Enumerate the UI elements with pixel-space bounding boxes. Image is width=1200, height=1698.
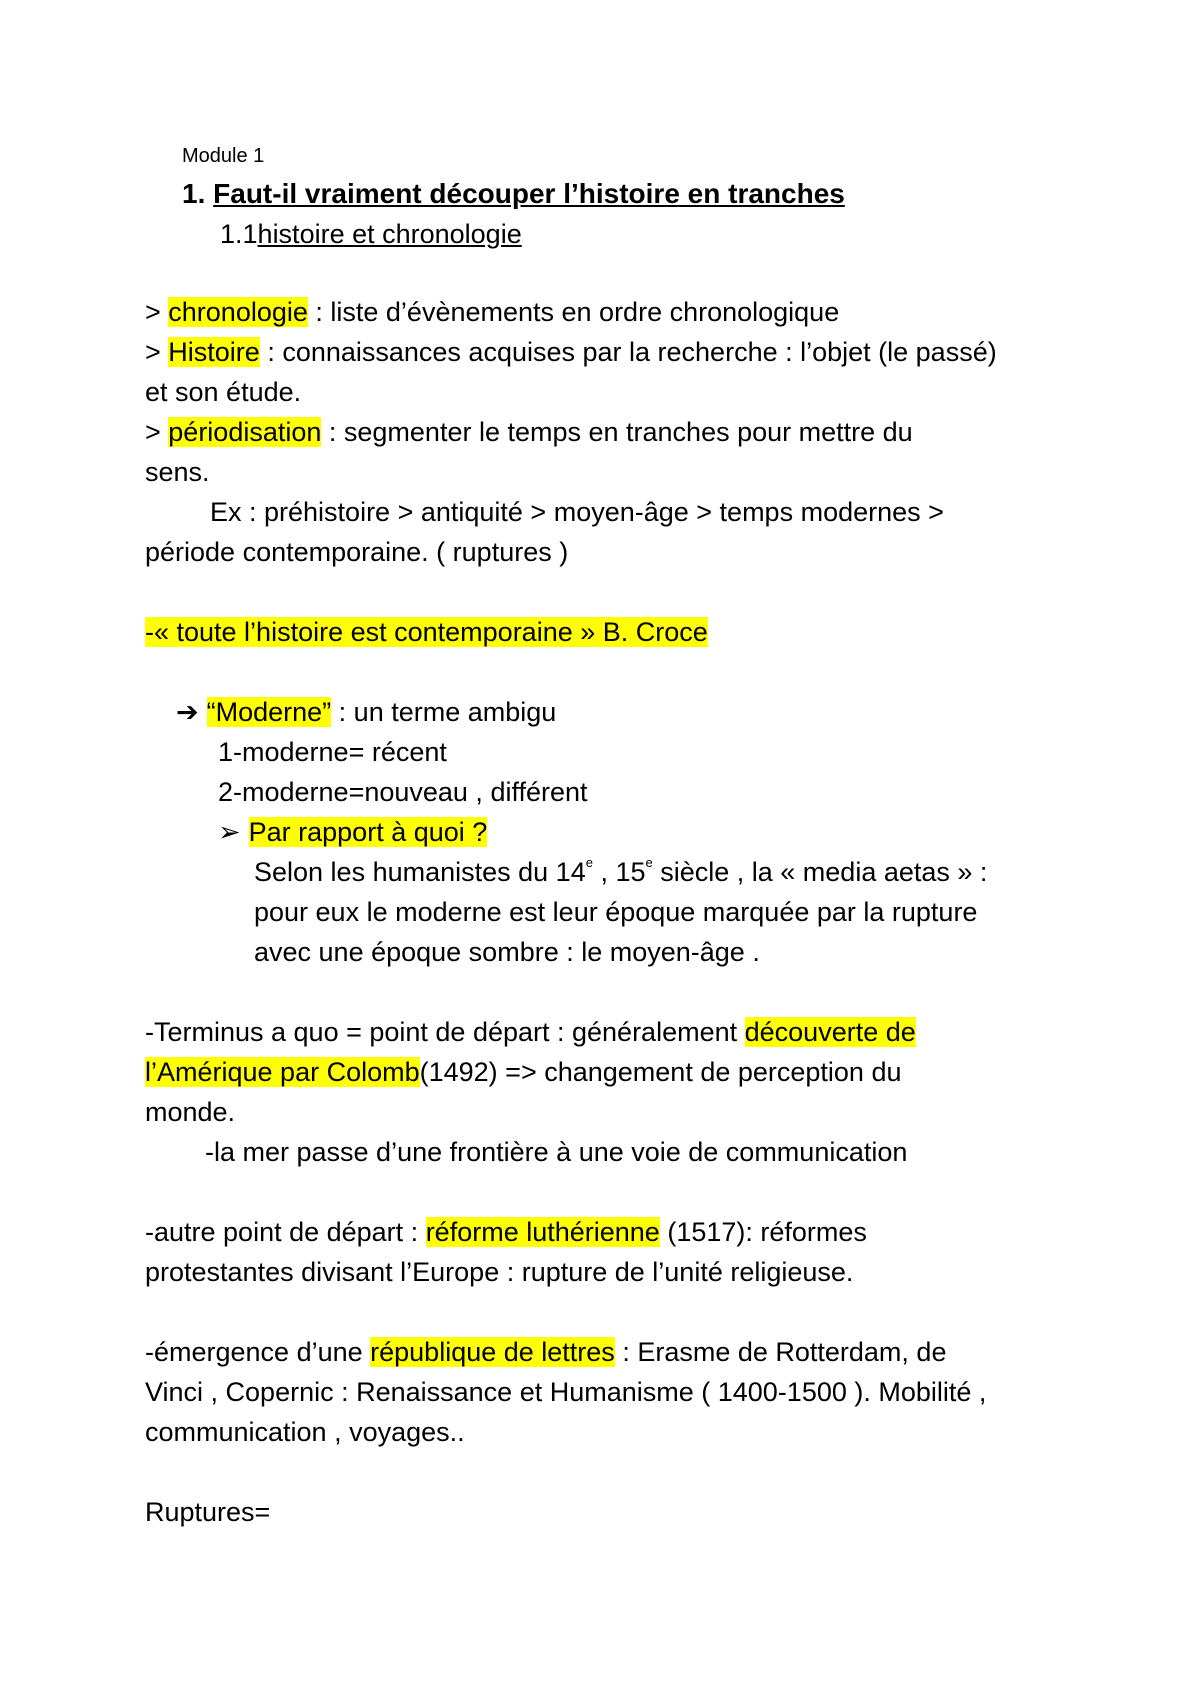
reforme-highlight: réforme luthérienne — [425, 1217, 660, 1247]
terminus-highlight-2: l’Amérique par Colomb — [145, 1057, 420, 1087]
definition-text: : connaissances acquises par la recherche : l’objet (le passé) — [259, 337, 997, 367]
moderne-question — [218, 814, 487, 850]
module-label: Module 1 — [182, 145, 265, 167]
definition-prefix: > — [145, 297, 169, 327]
humanistes-text-a: Selon les humanistes du 14 — [254, 857, 586, 887]
definition-periodisation — [145, 414, 913, 450]
definition-histoire — [145, 334, 997, 370]
republique-line-2: Vinci , Copernic : Renaissance et Humanisme ( 1400-1500 ). Mobilité , — [145, 1377, 987, 1407]
reforme-pre: -autre point de départ : — [145, 1217, 426, 1247]
term-periodisation: périodisation — [168, 417, 322, 447]
terminus-highlight-1: découverte de — [744, 1017, 916, 1047]
term-histoire: Histoire — [168, 337, 260, 367]
quote-text: -« toute l’histoire est contemporaine » B. Croce — [145, 617, 708, 647]
definition-text: : segmenter le temps en tranches pour mettre du — [321, 417, 913, 447]
heading-number: 1. — [182, 178, 206, 209]
subheading-number: 1.1 — [220, 219, 258, 249]
subheading — [220, 216, 522, 252]
main-heading — [182, 176, 845, 212]
republique-highlight: république de lettres — [370, 1337, 615, 1367]
republique-line-1 — [145, 1334, 946, 1370]
terminus-pre: -Terminus a quo = point de départ : généralement — [145, 1017, 745, 1047]
humanistes-line-2: pour eux le moderne est leur époque marquée par la rupture — [254, 897, 978, 927]
superscript-e: e — [585, 855, 593, 870]
terminus-line-3: monde. — [145, 1097, 236, 1127]
moderne-lead — [176, 694, 556, 730]
example-line-1: Ex : préhistoire > antiquité > moyen-âge > temps modernes > — [210, 497, 944, 527]
definition-prefix: > — [145, 337, 169, 367]
terminus-line-1 — [145, 1014, 916, 1050]
republique-post: : Erasme de Rotterdam, de — [614, 1337, 947, 1367]
heading-title: Faut-il vraiment découper l’histoire en tranches — [213, 178, 845, 209]
moderne-term: “Moderne” — [206, 697, 332, 727]
definition-chronologie — [145, 294, 839, 330]
reforme-line-1 — [145, 1214, 867, 1250]
definition-periodisation-cont: sens. — [145, 457, 210, 487]
humanistes-line-1 — [254, 854, 987, 890]
definition-text: : liste d’évènements en ordre chronologique — [307, 297, 840, 327]
ruptures-label: Ruptures= — [145, 1497, 271, 1527]
republique-pre: -émergence d’une — [145, 1337, 371, 1367]
terminus-post: (1492) => changement de perception du — [419, 1057, 902, 1087]
chevron-bullet-icon: ➢ — [218, 817, 241, 847]
question-text: Par rapport à quoi ? — [248, 817, 488, 847]
humanistes-line-3: avec une époque sombre : le moyen-âge . — [254, 937, 760, 967]
moderne-item-2: 2-moderne=nouveau , différent — [218, 777, 588, 807]
definition-histoire-cont: et son étude. — [145, 377, 302, 407]
subheading-title: histoire et chronologie — [257, 219, 522, 249]
definition-prefix: > — [145, 417, 169, 447]
moderne-lead-rest: : un terme ambigu — [331, 697, 557, 727]
republique-line-3: communication , voyages.. — [145, 1417, 465, 1447]
reforme-post: (1517): réformes — [659, 1217, 867, 1247]
terminus-line-2 — [145, 1054, 901, 1090]
example-line-2: période contemporaine. ( ruptures ) — [145, 537, 569, 567]
humanistes-text-b: , 15 — [592, 857, 646, 887]
reforme-line-2: protestantes divisant l’Europe : rupture de l’unité religieuse. — [145, 1257, 854, 1287]
superscript-e: e — [645, 855, 653, 870]
arrow-right-icon: ➔ — [176, 697, 199, 727]
term-chronologie: chronologie — [168, 297, 308, 327]
moderne-item-1: 1-moderne= récent — [218, 737, 447, 767]
humanistes-text-c: siècle , la « media aetas » : — [652, 857, 988, 887]
croce-quote — [145, 614, 708, 650]
terminus-line-4: -la mer passe d’une frontière à une voie de communication — [205, 1137, 908, 1167]
